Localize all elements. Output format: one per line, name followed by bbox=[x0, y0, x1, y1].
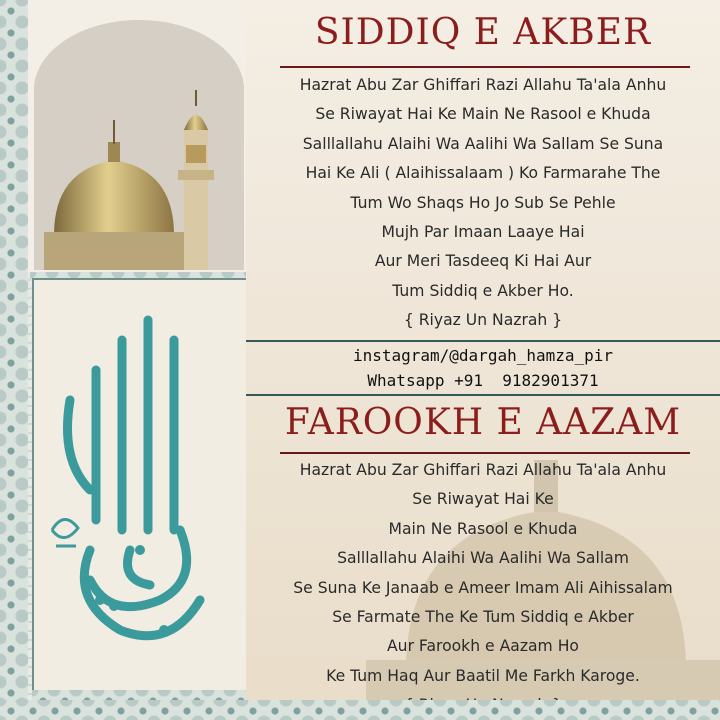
section1-heading: SIDDIQ E AKBER bbox=[314, 12, 652, 53]
section2-heading-rule bbox=[280, 452, 690, 454]
section1-heading-rule bbox=[280, 66, 690, 68]
text-panel bbox=[246, 0, 720, 720]
section1-line: Salllallahu Alaihi Wa Aalihi Wa Sallam Se Suna bbox=[302, 134, 664, 153]
section2-line: Salllallahu Alaihi Wa Aalihi Wa Sallam bbox=[337, 549, 629, 568]
section2-line: Hazrat Abu Zar Ghiffari Razi Allahu Ta'ala Anhu bbox=[299, 461, 667, 479]
section2-heading: FAROOKH E AAZAM bbox=[284, 402, 682, 443]
section1-line: Tum Wo Shaqs Ho Jo Sub Se Pehle bbox=[350, 193, 616, 212]
decorative-panel bbox=[0, 0, 246, 720]
bottom-pattern-border bbox=[0, 700, 720, 720]
section2-line: Aur Farookh e Aazam Ho bbox=[387, 637, 579, 656]
section1-source: { Riyaz Un Nazrah } bbox=[403, 311, 563, 330]
divider-bottom bbox=[246, 394, 720, 396]
section1-line: Mujh Par Imaan Laaye Hai bbox=[381, 223, 585, 242]
section2-line: Ke Tum Haq Aur Baatil Me Farkh Karoge. bbox=[326, 666, 640, 685]
whatsapp-number: Whatsapp +91 9182901371 bbox=[367, 371, 599, 390]
instagram-handle: instagram/@dargah_hamza_pir bbox=[352, 346, 614, 365]
section1-line: Se Riwayat Hai Ke Main Ne Rasool e Khuda bbox=[315, 105, 651, 124]
section1-line: Aur Meri Tasdeeq Ki Hai Aur bbox=[374, 252, 592, 271]
left-pattern-border bbox=[0, 0, 28, 720]
section2-paragraph bbox=[246, 456, 720, 720]
section2-line: Main Ne Rasool e Khuda bbox=[388, 519, 578, 538]
lower-pattern-border bbox=[32, 690, 246, 700]
divider-top bbox=[246, 340, 720, 342]
contact-block bbox=[246, 343, 720, 393]
golden-dome-icon bbox=[34, 20, 244, 270]
section1-line: Tum Siddiq e Akber Ho. bbox=[392, 281, 574, 300]
calligraphy-icon bbox=[30, 300, 220, 660]
shrine-photo bbox=[34, 20, 244, 270]
section1-paragraph bbox=[246, 71, 720, 336]
section1-line: Hazrat Abu Zar Ghiffari Razi Allahu Ta'ala Anhu bbox=[299, 76, 667, 94]
section2-line: Se Suna Ke Janaab e Ameer Imam Ali Aihissalam bbox=[293, 578, 673, 597]
section2-line: Se Farmate The Ke Tum Siddiq e Akber bbox=[332, 608, 634, 627]
section2-line: Se Riwayat Hai Ke bbox=[412, 490, 554, 509]
section1-line: Hai Ke Ali ( Alaihissalaam ) Ko Farmarahe The bbox=[305, 164, 661, 183]
